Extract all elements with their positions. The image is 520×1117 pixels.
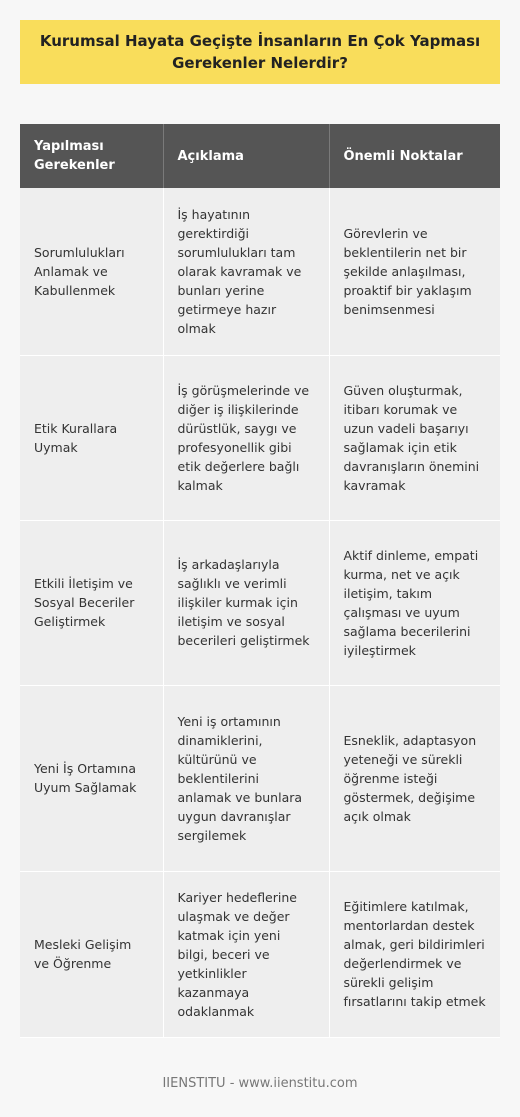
task-cell: Mesleki Gelişim ve Öğrenme — [20, 871, 163, 1037]
task-cell: Etkili İletişim ve Sosyal Beceriler Geliştirmek — [20, 520, 163, 685]
description-cell: İş hayatının gerektirdiği sorumlulukları tam olarak kavramak ve bunları yerine getirmeye hazır olmak — [163, 188, 329, 355]
page-title: Kurumsal Hayata Geçişte İnsanların En Çok Yapması Gerekenler Nelerdir? — [39, 32, 481, 72]
table-row — [20, 355, 500, 520]
column-header-description: Açıklama — [163, 124, 329, 188]
task-cell: Yeni İş Ortamına Uyum Sağlamak — [20, 685, 163, 871]
table-row — [20, 520, 500, 685]
description-cell: İş arkadaşlarıyla sağlıklı ve verimli ilişkiler kurmak için iletişim ve sosyal becerileri geliştirmek — [163, 520, 329, 685]
table-row — [20, 871, 500, 1037]
key-points-cell: Güven oluşturmak, itibarı korumak ve uzun vadeli başarıyı sağlamak için etik davranışların önemini kavramak — [329, 355, 500, 520]
key-points-cell: Eğitimlere katılmak, mentorlardan destek almak, geri bildirimleri değerlendirmek ve sürekli gelişim fırsatlarını takip etmek — [329, 871, 500, 1037]
guide-table — [20, 124, 500, 1038]
task-cell: Sorumlulukları Anlamak ve Kabullenmek — [20, 188, 163, 355]
table-row — [20, 685, 500, 871]
column-header-key-points: Önemli Noktalar — [329, 124, 500, 188]
description-cell: İş görüşmelerinde ve diğer iş ilişkilerinde dürüstlük, saygı ve profesyonellik gibi etik değerlere bağlı kalmak — [163, 355, 329, 520]
table-header-row — [20, 124, 500, 188]
description-cell: Yeni iş ortamının dinamiklerini, kültürünü ve beklentilerini anlamak ve bunlara uygun davranışlar sergilemek — [163, 685, 329, 871]
footer-credit: IIENSTITU - www.iienstitu.com — [162, 1076, 358, 1091]
task-cell: Etik Kurallara Uymak — [20, 355, 163, 520]
table-row — [20, 188, 500, 355]
title-banner — [20, 20, 500, 84]
key-points-cell: Aktif dinleme, empati kurma, net ve açık iletişim, takım çalışması ve uyum sağlama becerilerini iyileştirmek — [329, 520, 500, 685]
column-header-tasks: Yapılması Gerekenler — [20, 124, 163, 188]
key-points-cell: Görevlerin ve beklentilerin net bir şekilde anlaşılması, proaktif bir yaklaşım benimsenmesi — [329, 188, 500, 355]
key-points-cell: Esneklik, adaptasyon yeteneği ve sürekli öğrenme isteği göstermek, değişime açık olmak — [329, 685, 500, 871]
description-cell: Kariyer hedeflerine ulaşmak ve değer katmak için yeni bilgi, beceri ve yetkinlikler kazanmaya odaklanmak — [163, 871, 329, 1037]
